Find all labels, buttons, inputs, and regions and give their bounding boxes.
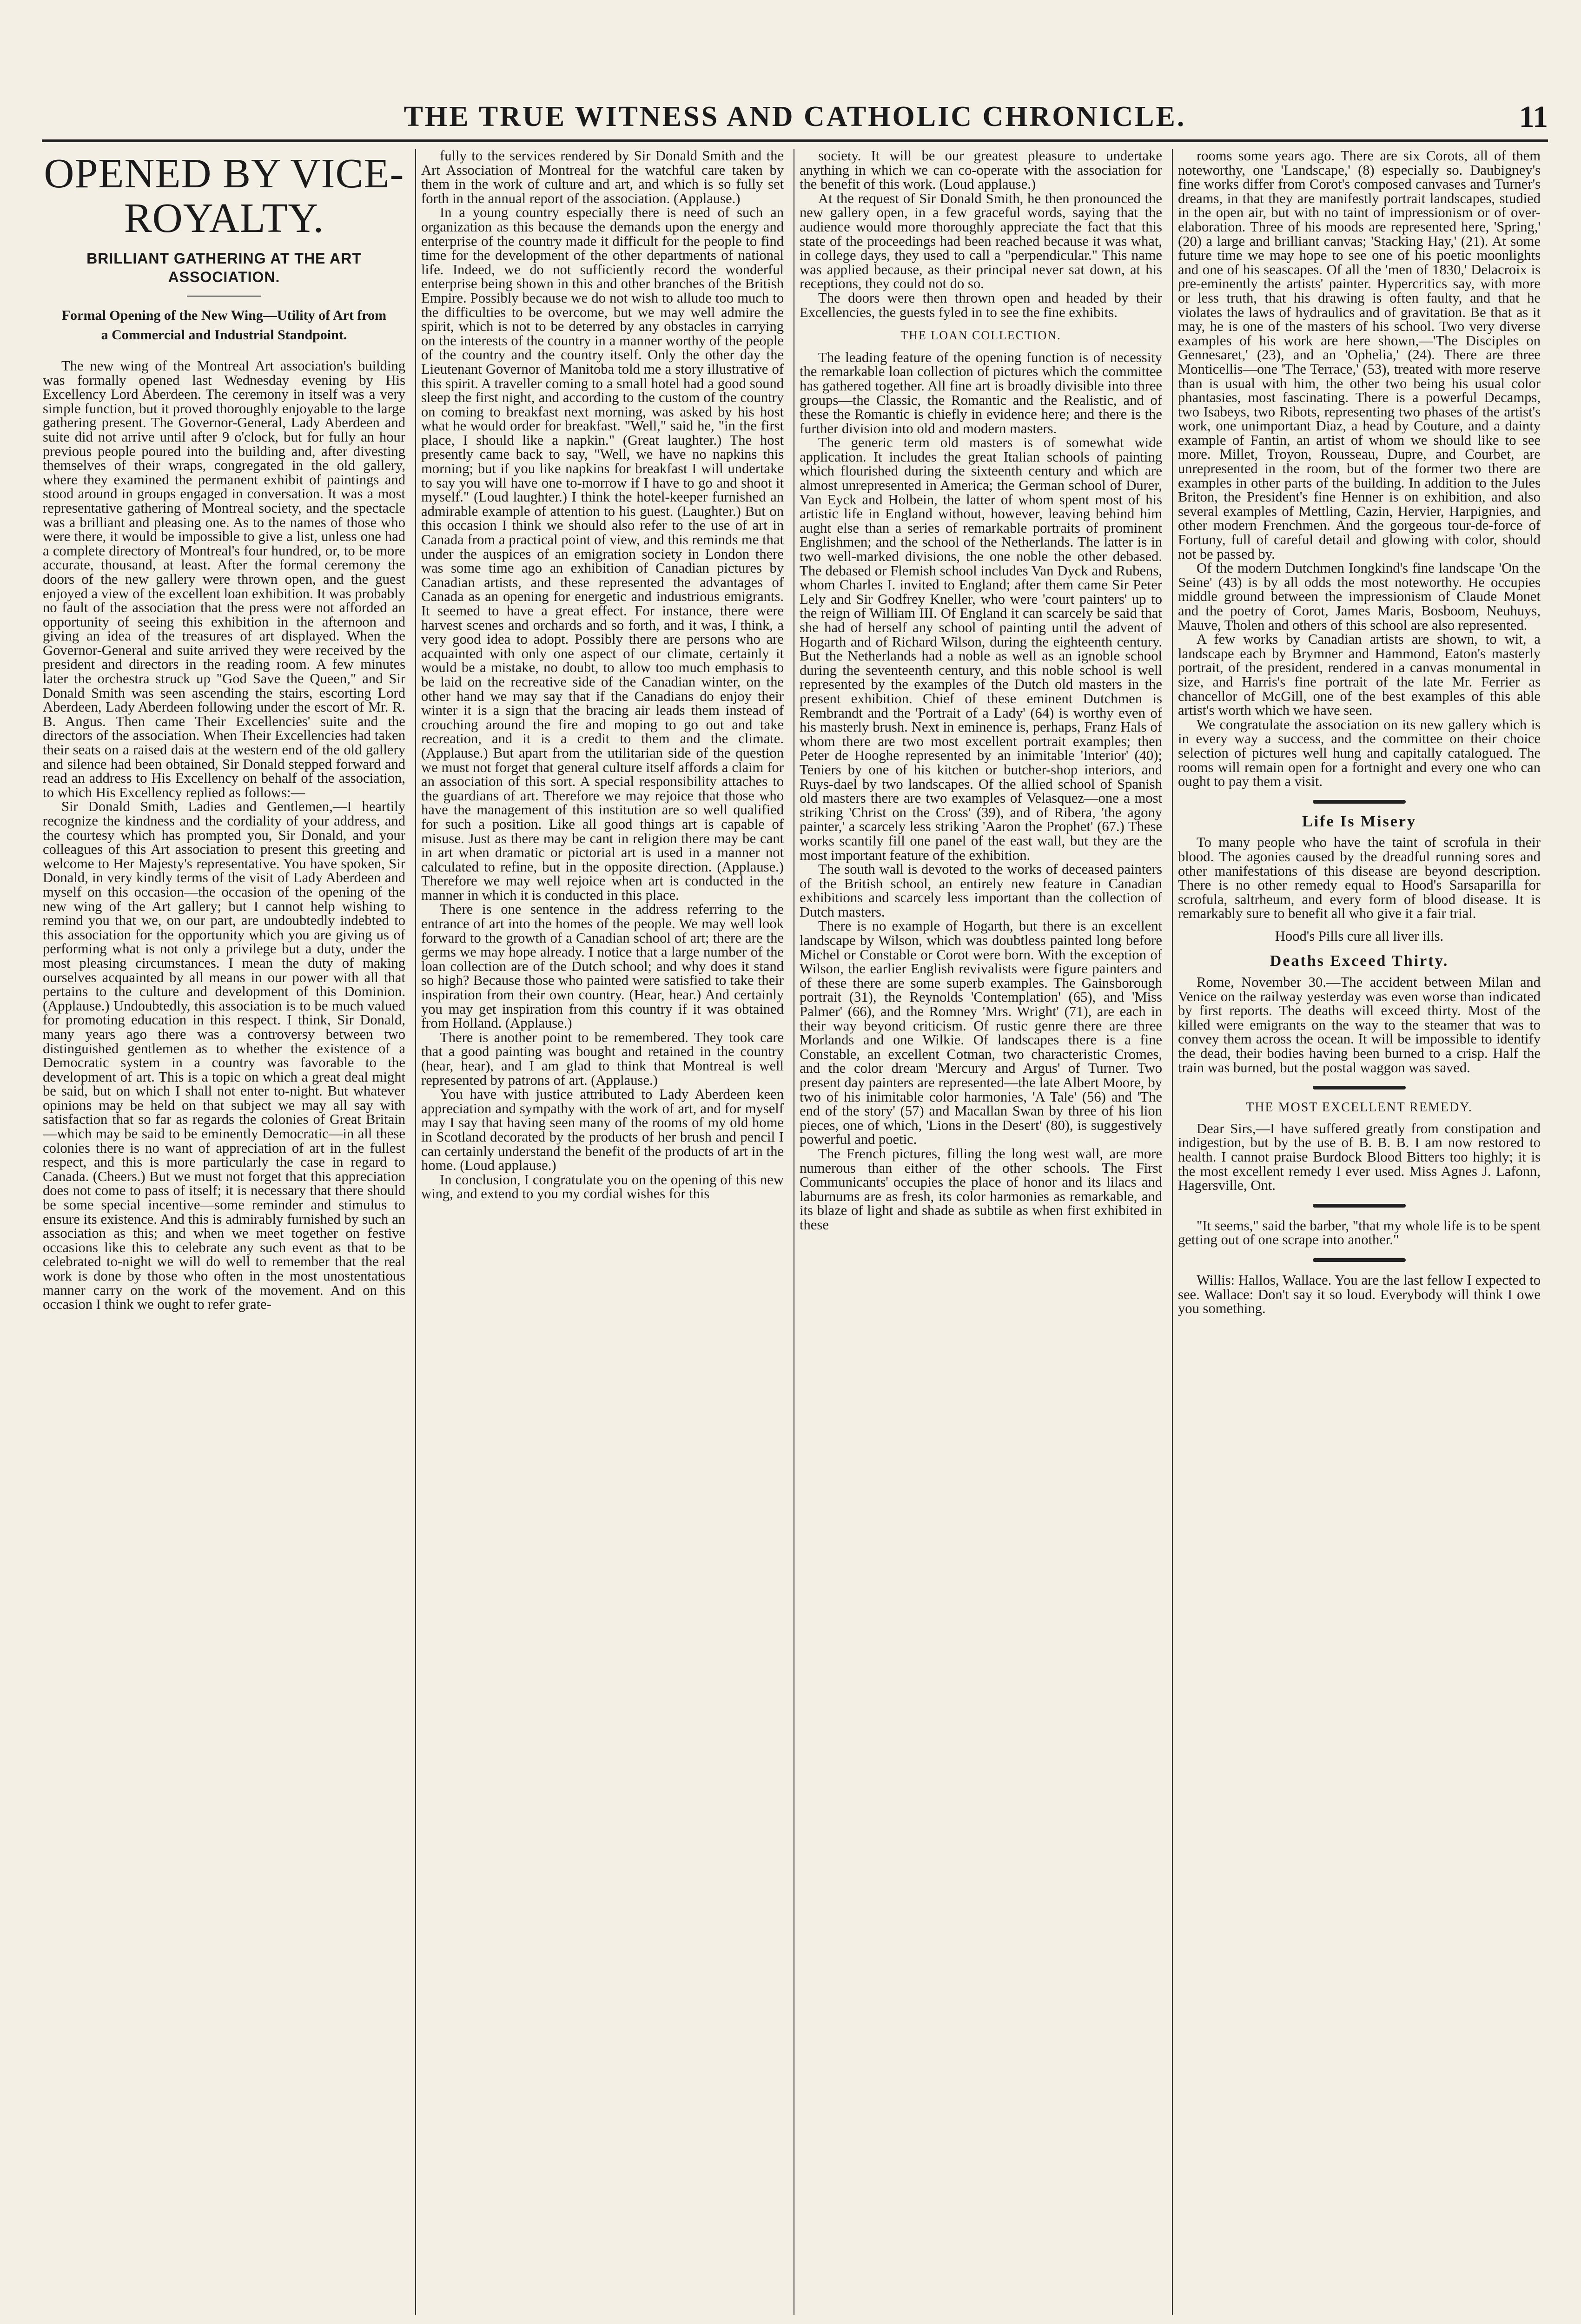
article-paragraph: In conclusion, I congratulate you on the opening of this new wing, and extend to you my cordial wishes for this — [421, 1171, 784, 1202]
article-paragraph: society. It will be our greatest pleasure to undertake anything in which we can co-operate with the association for the benefit of this work. (Loud applause.) — [800, 149, 1162, 192]
article-paragraph: You have with justice attributed to Lady Aberdeen keen appreciation and sympathy with the work of art, and for myself may I say that having seen many of the rooms of my old home in Scotland decorated by the products of her brush and pencil I can certainly understand the benefit of the products of art in the home. (Loud applause.) — [421, 1086, 784, 1174]
article-paragraph: The leading feature of the opening function is of necessity the remarkable loan collection of pictures which the committee has gathered together. All fine art is broadly divisible into three groups—the Classic, the Romantic and the Realistic, and of these the Romantic is chiefly in evidence here; and there is the further division into old and modern masters. — [800, 349, 1162, 436]
article-paragraph: A few works by Canadian artists are shown, to wit, a landscape each by Brymner and Hammond, Eaton's masterly portrait, of the president, rendered in a canvas monumental in size, and Harris's fine portrait of the late Mr. Ferrier as chancellor of McGill, one of the best examples of this able artist's worth which we have seen. — [1178, 631, 1541, 719]
masthead — [42, 98, 1548, 142]
ornament-divider — [1313, 800, 1406, 804]
article-paragraph: Rome, November 30.—The accident between Milan and Venice on the railway yesterday was even worse than indicated by first reports. The deaths will exceed thirty. Most of the killed were emigrants on the way to the steamer that was to convey them across the ocean. It will be impossible to identify the dead, their bodies having been burned to a crisp. Half the train was burned, but the postal waggon was saved. — [1178, 974, 1541, 1076]
article-paragraph: The doors were then thrown open and headed by their Excellencies, the guests fyled in to see the fine exhibits. — [800, 290, 1162, 320]
article-paragraph: In a young country especially there is need of such an organization as this because the demands upon the energy and enterprise of the country made it difficult for the people to find time for the development of the other departments of national life. Indeed, we do not sufficiently record the wonderful enterprise being shown in this and other branches of the British Empire. Possibly because we do not wish to allude too much to the difficulties to be overcome, but we may well admire the spirit, which is not to be deterred by any obstacles in carrying on the interests of the country in a manner worthy of the people of the country and the country itself. Only the other day the Lieutenant Governor of Manitoba told me a story illustrative of this spirit. A traveller coming to a small hotel had a good sound sleep the first night, and according to the custom of the country on coming to breakfast next morning, was asked by his host what he would order for breakfast. "Well," said he, "in the first place, I should like a napkin." (Great laughter.) The host presently came back to say, "Well, we have no napkins this morning; but if you like napkins for breakfast I will undertake to say you will have one to-morrow if I have to go and shoot it myself." (Loud laughter.) I think the hotel-keeper furnished an admirable example of attention to his guest. (Laughter.) But on this occasion I think we should also refer to the use of art in Canada from a practical point of view, and this reminds me that under the auspices of an emigration society in London there was some time ago an exhibition of Canadian pictures by Canadian artists, and these represented the advantages of Canada as an opening for energetic and industrious emigrants. It seemed to have a great effect. For instance, there were harvest scenes and orchards and so forth, and it was, I think, a very good idea to adopt. Possibly there are persons who are acquainted with only one aspect of our climate, certainly it would be a mistake, no doubt, to allow too much emphasis to be laid on the recreative side of the Canadian winter, on the other hand we may say that if the Canadians do enjoy their winter it is a sign that the bracing air leads them instead of crouching around the fire and moping to go out and take recreation, and it is a credit to them and the climate. (Applause.) But apart from the utilitarian side of the question we must not forget that general culture itself affords a claim for an association of this sort. A special responsibility attaches to the guardians of art. Therefore we may rejoice that those who have the management of this institution are so well qualified for such a position. Like all good things art is capable of misuse. Just as there may be cant in religion there may be cant in art when dramatic or pictorial art is used in a manner not calculated to refine, but in the opposite direction. (Applause.) Therefore we may well rejoice when art is conducted in the manner in which it is conducted in this place. — [421, 205, 784, 903]
article-paragraph: The new wing of the Montreal Art association's building was formally opened last Wednesday evening by His Excellency Lord Aberdeen. The ceremony in itself was a very simple function, but it proved thoroughly enjoyable to the large gathering present. The Governor-General, Lady Aberdeen and suite did not arrive until after 9 o'clock, but for fully an hour previous people poured into the building and, after divesting themselves of their wraps, congregated in the old gallery, where they examined the permanent exhibit of paintings and stood around in groups engaged in conversation. It was a most representative gathering of Montreal society, and the spectacle was a brilliant and pleasing one. As to the names of those who were there, it would be impossible to give a list, unless one had a complete directory of Montreal's four hundred, or, to be more accurate, thousand, at least. After the formal ceremony the doors of the new gallery were thrown open, and the guest enjoyed a view of the excellent loan exhibition. It was probably no fault of the association that the press were not afforded an opportunity of seeing this exhibition in the afternoon and giving an idea of the treasures of art displayed. When the Governor-General and suite arrived they were received by the president and directors in the reading room. A few minutes later the orchestra struck up "God Save the Queen," and Sir Donald Smith was seen ascending the stairs, escorting Lord Aberdeen, Lady Aberdeen following under the escort of Mr. R. B. Angus. Then came Their Excellencies' suite and the directors of the association. When Their Excellencies had taken their seats on a raised dais at the western end of the old gallery and silence had been obtained, Sir Donald stepped forward and read an address to His Excellency on behalf of the association, to which His Excellency replied as follows:— — [43, 358, 405, 800]
article-paragraph: The French pictures, filling the long west wall, are more numerous than either of the other schools. The First Communicants' occupies the place of honor and its lilacs and laburnums are as fresh, its color harmonies as remarkable, and its blaze of light and shade as subtile as when first exhibited in these — [800, 1145, 1162, 1233]
column-4 — [1178, 149, 1541, 2315]
advert-line: Hood's Pills cure all liver ills. — [1275, 928, 1444, 944]
article-paragraph: fully to the services rendered by Sir Donald Smith and the Art Association of Montreal for the watchful care taken by them in the work of culture and art, and which is so fully set forth in the annual report of the association. (Applause.) — [421, 149, 784, 206]
ornament-divider — [1313, 1258, 1406, 1262]
item-heading: Life Is Misery — [1302, 812, 1416, 830]
column-1 — [43, 149, 405, 2315]
divider — [187, 296, 261, 297]
column-rule — [415, 149, 416, 2315]
article-paragraph: rooms some years ago. There are six Corots, all of them noteworthy, one 'Landscape,' (8) especially so. Daubigney's fine works differ from Corot's composed canvases and Turner's dreams, in that they are manifestly portrait landscapes, studied in the open air, but with no taint of impressionism or of over-elaboration. Three of his moods are represented here, 'Spring,' (20) a large and brilliant canvas; 'Stacking Hay,' (21). At some future time we may hope to see one of his poetic moonlights and one of his seascapes. Of all the 'men of 1830,' Delacroix is pre-eminently the artists' painter. Hypercritics say, with more or less truth, that his drawing is often faulty, and that he violates the laws of hydraulics and of gravitation. Be that as it may, he is one of the masters of his school. Two very diverse examples of his work are here shown,—'The Disciples on Gennesaret,' (23), and an 'Ophelia,' (24). There are three Monticellis—one 'The Terrace,' (53), treated with more reserve than is usual with him, the other two being his usual color phantasies, most fascinating. There is a powerful Decamps, two Isabeys, two Ribots, representing two phases of the artist's work, one unimportant Diaz, a head by Couture, and a dainty example of Fantin, an artist of whom we should like to see more. Millet, Troyon, Rousseau, Dupre, and Courbet, are unrepresented in the room, but of the former two there are examples in other parts of the building. In addition to the Jules Briton, the President's fine Henner is on exhibition, and also several examples of Mettling, Cazin, Hervier, Harpignies, and other modern Frenchmen. And the gorgeous tour-de-force of Fortuny, full of careful detail and glowing with color, should not be passed by. — [1178, 149, 1541, 562]
item-heading: THE MOST EXCELLENT REMEDY. — [1246, 1100, 1473, 1115]
article-paragraph: The south wall is devoted to the works of deceased painters of the British school, an entirely new feature in Canadian exhibitions and scarcely less important than the collection of Dutch masters. — [800, 861, 1162, 920]
article-paragraph: Sir Donald Smith, Ladies and Gentlemen,—I heartily recognize the kindness and the cordiality of your address, and the courtesy which has prompted you, Sir Donald, and your colleagues of this Art association to present this greeting and welcome to Her Majesty's representative. You have spoken, Sir Donald, in very kindly terms of the visit of Lady Aberdeen and myself on this occasion—the occasion of the opening of the new wing of the Art gallery; but I cannot help wishing to remind you that we, on our part, are undoubtedly indebted to this association for the opportunity which you are giving us of performing what is not only a privilege but a duty, under the most pleasing circumstances. I mean the duty of making ourselves acquainted by all means in our power with all that pertains to the culture and development of this Dominion. (Applause.) Undoubtedly, this association is to be much valued for promoting education in this respect. I think, Sir Donald, many years ago there was a controversy between two distinguished gentlemen as to whether the existence of a Democratic system in a country was favorable to the development of art. This is a topic on which a great deal might be said, but on which I shall not enter to-night. But whatever opinions may be held on that subject we may all say with satisfaction that so far as regards the colonies of Great Britain—which may be said to be eminently Democratic—in all these colonies there is no want of appreciation of art in the fullest respect, and this is more particularly the case in regard to Canada. (Cheers.) But we must not forget that this appreciation does not come to pass of itself; it is necessary that there should be some special incentive—some reminder and stimulus to ensure its existence. And this is admirably furnished by such an association as this; and when we meet together on festive occasions like this to celebrate any such event as that to be celebrated to-night we will do well to remember that the real work is done by those who often in the most unostentatious manner carry on the work of the movement. And on this occasion I think we ought to refer grate- — [43, 799, 405, 1313]
item-heading: Deaths Exceed Thirty. — [1270, 952, 1449, 970]
page-number: 11 — [1519, 100, 1548, 134]
article-paragraph: We congratulate the association on its new gallery which is in every way a success, and the committee on their choice selection of pictures well hung and capitally catalogued. The rooms will remain open for a fortnight and every one who can ought to pay them a visit. — [1178, 716, 1541, 790]
article-headline: OPENED BY VICE-ROYALTY. — [44, 151, 404, 241]
article-paragraph: There is another point to be remembered. They took care that a good painting was bought and retained in the country (hear, hear), and I am glad to think that Montreal is well represented by patrons of art. (Applause.) — [421, 1029, 784, 1088]
article-paragraph: "It seems," said the barber, "that my whole life is to be spent getting out of one scrape into another." — [1178, 1217, 1541, 1248]
article-paragraph: There is one sentence in the address referring to the entrance of art into the homes of the people. We may well look forward to the growth of a Canadian school of art; there are the germs we may hope already. I notice that a large number of the loan collection are of the Dutch school; and why does it stand so high? Because those who painted were satisfied to take their inspiration from their own country. (Hear, hear.) And certainly you may get inspiration from this country if it was obtained from Holland. (Applause.) — [421, 901, 784, 1031]
article-deck: BRILLIANT GATHERING AT THE ART ASSOCIATION. — [86, 250, 362, 285]
article-paragraph: To many people who have the taint of scrofula in their blood. The agonies caused by the dreadful running sores and other manifestations of this disease are beyond description. There is no other remedy equal to Hood's Sarsaparilla for scrofula, saltrheum, and every form of blood disease. It is remarkably sure to benefit all who give it a fair trial. — [1178, 834, 1541, 922]
article-subdeck: Formal Opening of the New Wing—Utility of Art from a Commercial and Industrial Standpoint. — [61, 308, 387, 343]
ornament-divider — [1313, 1204, 1406, 1208]
article-paragraph: Dear Sirs,—I have suffered greatly from constipation and indigestion, but by the use of B. B. B. I am now restored to health. I cannot praise Burdock Blood Bitters too highly; it is the most excellent remedy I ever used. Miss Agnes J. Lafonn, Hagersville, Ont. — [1178, 1120, 1541, 1194]
column-3 — [800, 149, 1162, 2315]
article-paragraph: The generic term old masters is of somewhat wide application. It includes the great Italian schools of painting which flourished during the sixteenth century and which are almost unrepresented in America; the German school of Durer, Van Eyck and Holbein, the latter of whom spent most of his artistic life in England without, however, leaving behind him aught else than a series of remarkable portraits of prominent Englishmen; and the school of the Netherlands. The latter is in two well-marked divisions, the one noble the other debased. The debased or Flemish school includes Van Dyck and Rubens, whom Charles I. invited to England; after them came Sir Peter Lely and Sir Godfrey Kneller, who were 'court painters' up to the reign of William III. Of England it can scarcely be said that she had of herself any school of painting until the advent of Hogarth and of Richard Wilson, during the eighteenth century. But the Netherlands had a noble as well as an ignoble school during the seventeenth century, and this noble school is well represented by the examples of the Dutch old masters in the present exhibition. Chief of these eminent Dutchmen is Rembrandt and the 'Portrait of a Lady' (64) is worthy even of his masterly brush. Next in eminence is, perhaps, Franz Hals of whom there are two most excellent portrait examples; then Peter de Hooghe represented by an inimitable 'Interior' (40); Teniers by one of his kitchen or butcher-shop interiors, and Ruys-dael by two landscapes. Of the allied school of Spanish old masters there are two examples of Velasquez—one a most striking 'Christ on the Cross' (39), and of Ribera, 'the agony painter,' a scarcely less striking 'Aaron the Prophet' (67.) These works scantily fill one panel of the east wall, but they are the most important feature of the exhibition. — [800, 435, 1162, 863]
column-2 — [421, 149, 784, 2315]
ornament-divider — [1313, 1086, 1406, 1089]
column-rule — [1172, 149, 1173, 2315]
newspaper-title: THE TRUE WITNESS AND CATHOLIC CHRONICLE. — [404, 101, 1186, 132]
article-paragraph: Of the modern Dutchmen Iongkind's fine landscape 'On the Seine' (43) is by all odds the most noteworthy. He occupies middle ground between the impressionism of Claude Monet and the poetry of Corot, James Maris, Bosboom, Neuhuys, Mauve, Tholen and others of this school are also represented. — [1178, 560, 1541, 633]
article-paragraph: Willis: Hallos, Wallace. You are the last fellow I expected to see. Wallace: Don't say it so loud. Everybody will think I owe you something. — [1178, 1272, 1541, 1317]
section-heading: THE LOAN COLLECTION. — [900, 329, 1061, 343]
article-paragraph: There is no example of Hogarth, but there is an excellent landscape by Wilson, which was doubtless painted long before Michel or Constable or Corot were born. With the exception of Wilson, the earlier English revivalists were figure painters and of these there are some superb examples. The Gainsborough portrait (31), the Reynolds 'Contemplation' (65), and 'Miss Palmer' (66), and the Romney 'Mrs. Wright' (71), are each in their way beyond criticism. Of rustic genre there are three Morlands and one Wilkie. Of landscapes there is a fine Constable, an excellent Cotman, two characteristic Cromes, and the color dream 'Mercury and Argus' of Turner. Two present day painters are represented—the late Albert Moore, by two of his inimitable color harmonies, 'A Tale' (56) and 'The end of the story' (57) and Macallan Swan by three of his lion pieces, one of which, 'Lions in the Desert' (80), is suggestively powerful and poetic. — [800, 918, 1162, 1148]
article-paragraph: At the request of Sir Donald Smith, he then pronounced the new gallery open, in a few graceful words, saying that the audience would more thoroughly appreciate the fact that this state of the proceedings had been reached because it was what, in college days, they used to call a "perpendicular." This name was applied because, as their principal never sat down, at his receptions, they could not do so. — [800, 190, 1162, 292]
